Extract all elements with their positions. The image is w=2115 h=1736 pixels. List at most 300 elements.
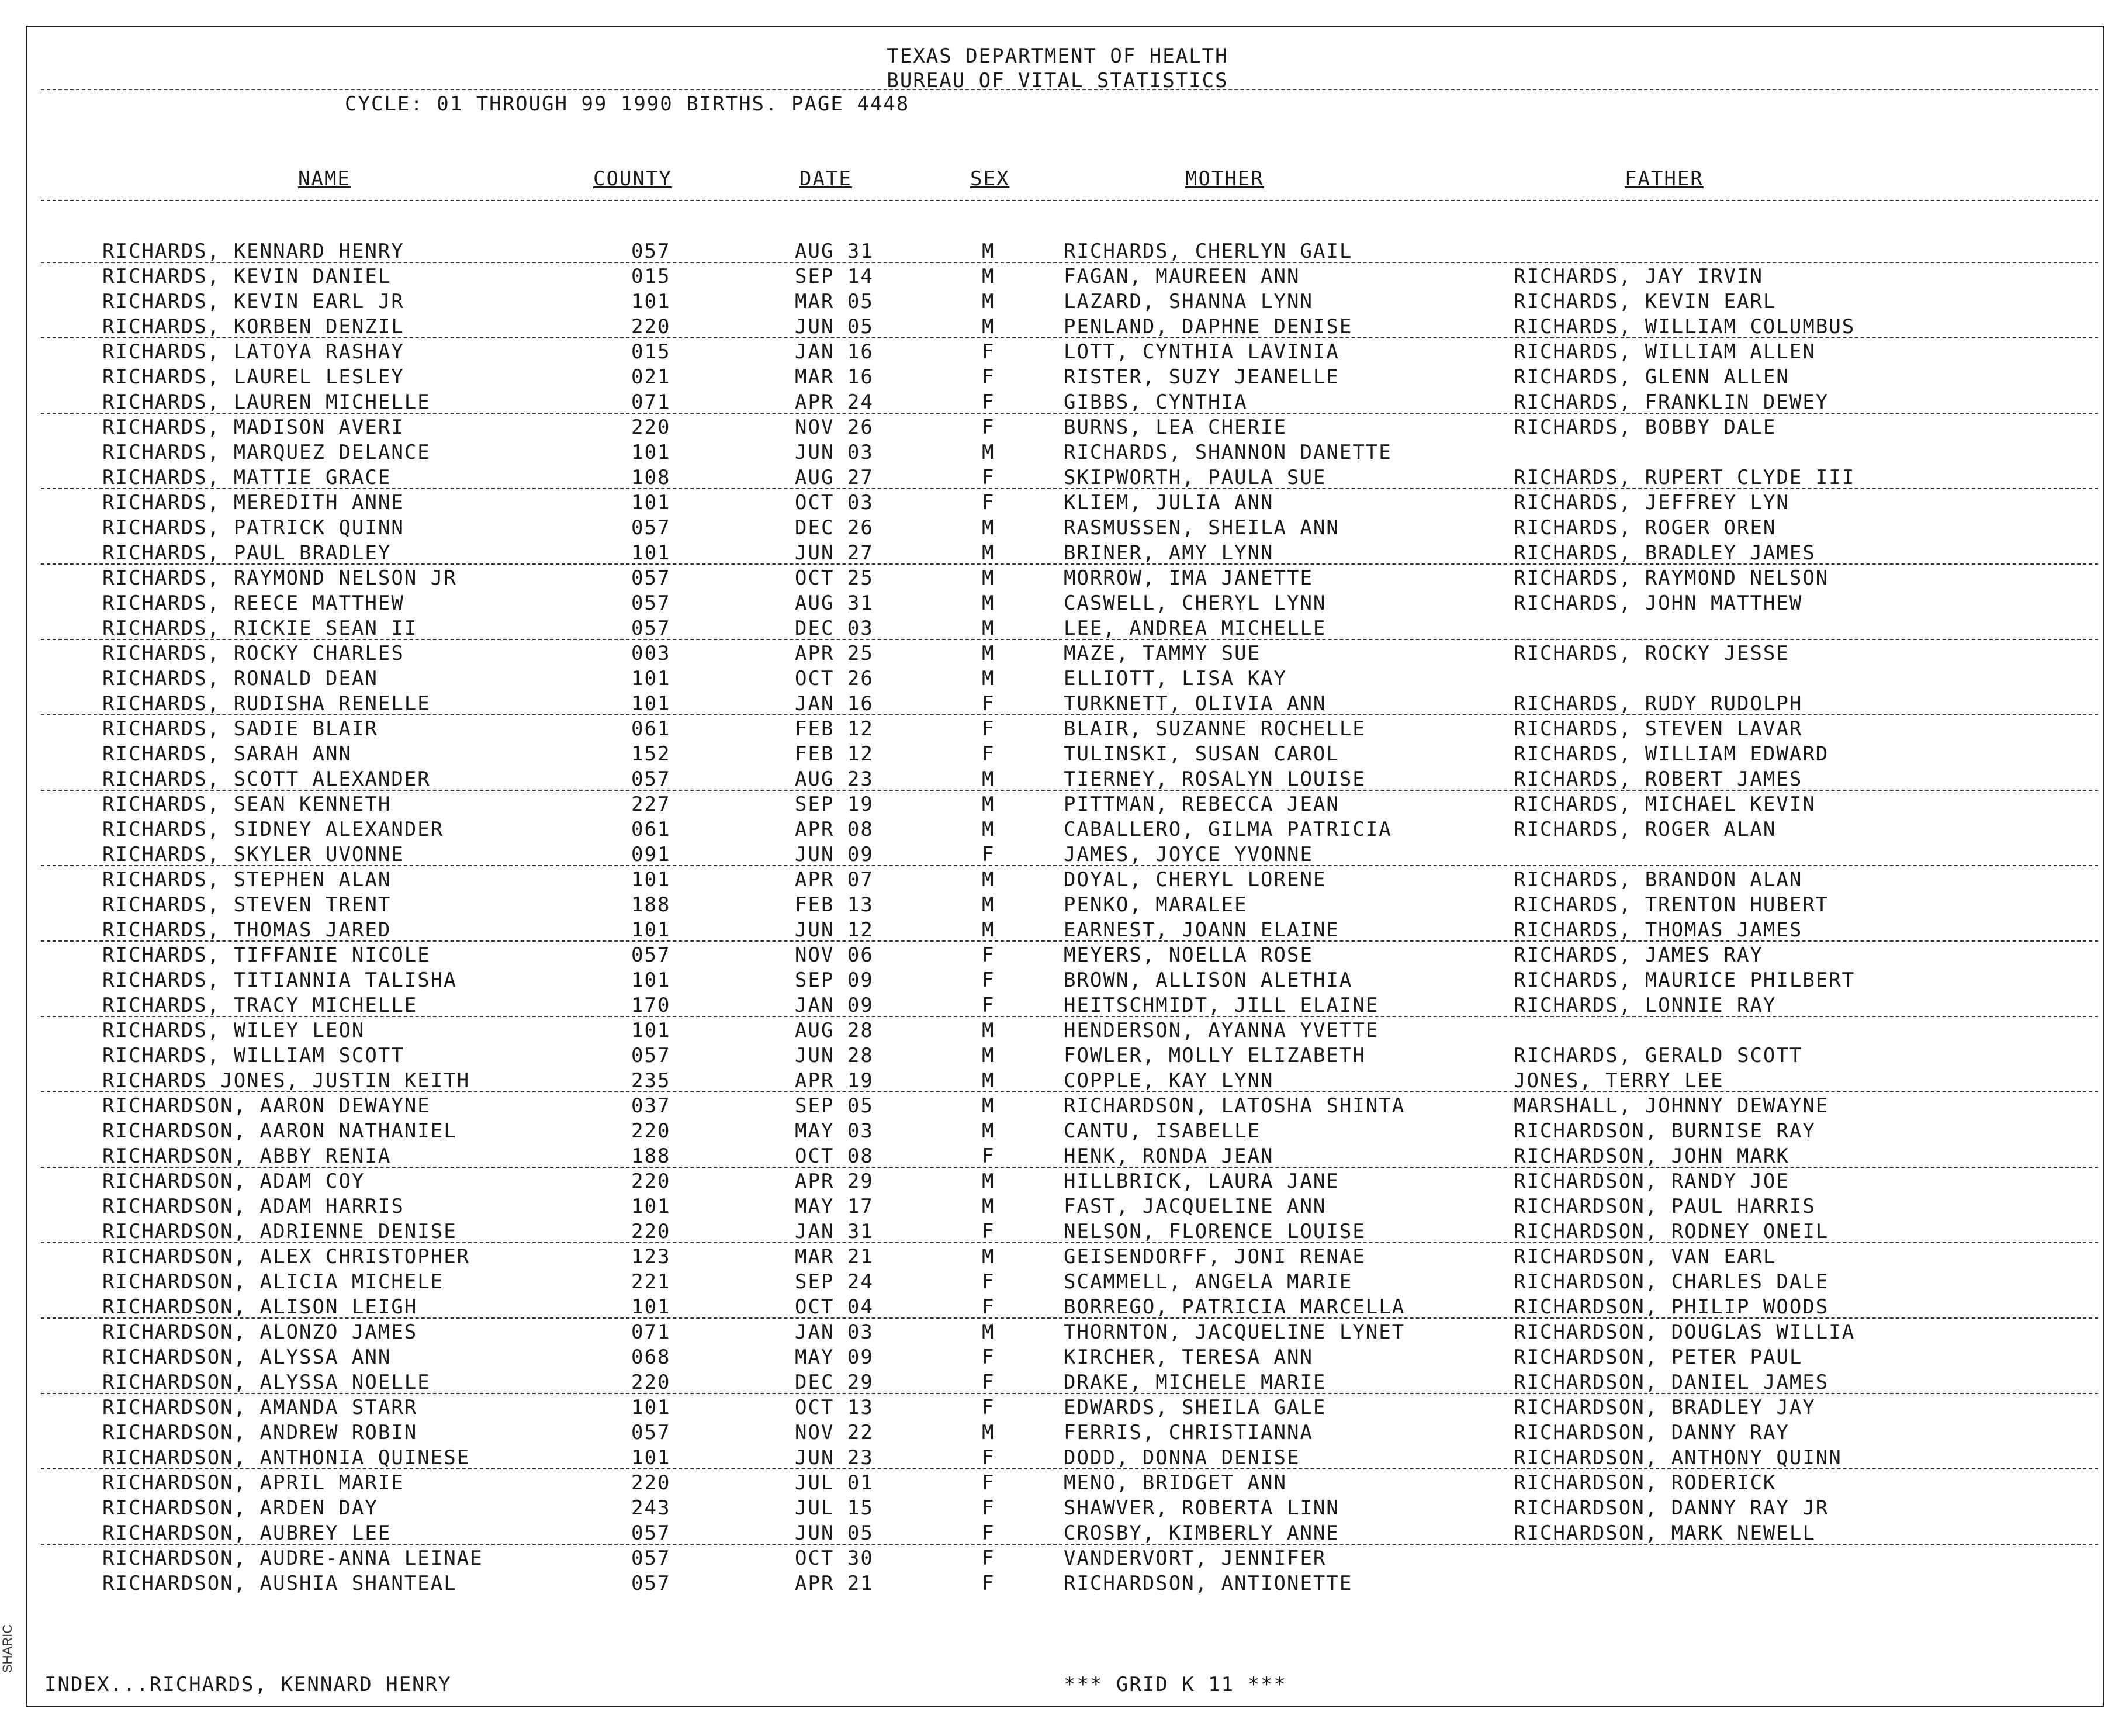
column-header-mother: MOTHER [1185,167,1264,191]
record-row [0,516,2115,541]
record-sex: M [982,566,995,590]
record-county: 015 [631,340,671,364]
record-sex: M [982,868,995,891]
record-mother: BURNS, LEA CHERIE [1064,416,1287,439]
record-date: JUN 09 [795,843,874,866]
record-mother: MAZE, TAMMY SUE [1064,642,1261,665]
record-date: FEB 12 [795,717,874,741]
record-county: 101 [631,692,671,715]
record-father: RICHARDS, GERALD SCOTT [1514,1044,1803,1067]
record-date: SEP 19 [795,793,874,816]
record-sex: F [982,1547,995,1570]
record-sex: M [982,918,995,942]
record-name: RICHARDSON, AUDRE-ANNA LEINAE [102,1547,483,1570]
record-father: RICHARDS, ROGER ALAN [1514,818,1777,841]
record-father: RICHARDS, JOHN MATTHEW [1514,592,1803,615]
record-mother: NELSON, FLORENCE LOUISE [1064,1220,1366,1243]
record-sex: F [982,466,995,489]
record-county: 220 [631,1220,671,1243]
record-row [0,918,2115,943]
record-name: RICHARDS, LATOYA RASHAY [102,340,404,364]
record-county: 101 [631,1446,671,1469]
record-sex: M [982,1044,995,1067]
record-name: RICHARDS, RONALD DEAN [102,667,378,690]
record-father: RICHARDS, KEVIN EARL [1514,290,1777,313]
record-mother: RICHARDSON, ANTIONETTE [1064,1572,1353,1595]
record-date: APR 29 [795,1170,874,1193]
record-name: RICHARDS, WILLIAM SCOTT [102,1044,404,1067]
record-row [0,290,2115,315]
record-father: RICHARDSON, JOHN MARK [1514,1144,1789,1168]
record-sex: F [982,1371,995,1394]
cycle-line: CYCLE: 01 THROUGH 99 1990 BIRTHS. PAGE 4448 [345,92,910,116]
record-row [0,466,2115,491]
record-sex: M [982,667,995,690]
record-father: RICHARDS, MAURICE PHILBERT [1514,969,1856,992]
record-name: RICHARDS, SCOTT ALEXANDER [102,767,431,791]
record-row [0,1295,2115,1320]
record-father: RICHARDS, GLENN ALLEN [1514,365,1789,389]
column-header-county: COUNTY [593,167,672,191]
record-row [0,667,2115,692]
record-county: 235 [631,1069,671,1092]
record-sex: M [982,793,995,816]
record-mother: RASMUSSEN, SHEILA ANN [1064,516,1339,540]
record-date: JUN 23 [795,1446,874,1469]
record-sex: F [982,742,995,766]
record-date: OCT 30 [795,1547,874,1570]
record-mother: PENLAND, DAPHNE DENISE [1064,315,1353,338]
record-county: 091 [631,843,671,866]
record-name: RICHARDS, SARAH ANN [102,742,352,766]
record-sex: M [982,1019,995,1042]
record-father: RICHARDSON, RODNEY ONEIL [1514,1220,1829,1243]
record-mother: BRINER, AMY LYNN [1064,541,1274,565]
record-county: 057 [631,240,671,263]
record-mother: COPPLE, KAY LYNN [1064,1069,1274,1092]
record-county: 057 [631,1572,671,1595]
record-county: 015 [631,265,671,288]
record-father: MARSHALL, JOHNNY DEWAYNE [1514,1094,1829,1118]
record-row [0,1320,2115,1346]
record-sex: F [982,340,995,364]
record-date: SEP 05 [795,1094,874,1118]
record-county: 061 [631,717,671,741]
record-date: OCT 03 [795,491,874,514]
record-county: 220 [631,1170,671,1193]
record-father: RICHARDSON, RANDY JOE [1514,1170,1789,1193]
record-row [0,1220,2115,1245]
record-date: FEB 12 [795,742,874,766]
record-mother: BROWN, ALLISON ALETHIA [1064,969,1353,992]
record-date: MAY 09 [795,1346,874,1369]
record-date: AUG 28 [795,1019,874,1042]
record-name: RICHARDS, KENNARD HENRY [102,240,404,263]
record-county: 101 [631,969,671,992]
record-father: RICHARDS, THOMAS JAMES [1514,918,1803,942]
record-date: APR 25 [795,642,874,665]
record-father: RICHARDS, LONNIE RAY [1514,994,1777,1017]
record-mother: BORREGO, PATRICIA MARCELLA [1064,1295,1406,1319]
record-name: RICHARDS, RICKIE SEAN II [102,617,418,640]
record-sex: F [982,1446,995,1469]
record-row [0,818,2115,843]
record-father: RICHARDS, RUPERT CLYDE III [1514,466,1856,489]
record-sex: M [982,767,995,791]
record-row [0,692,2115,717]
record-name: RICHARDS, RAYMOND NELSON JR [102,566,457,590]
record-sex: M [982,1320,995,1344]
record-name: RICHARDS, SADIE BLAIR [102,717,378,741]
record-name: RICHARDS, REECE MATTHEW [102,592,404,615]
record-row [0,1396,2115,1421]
record-mother: LAZARD, SHANNA LYNN [1064,290,1313,313]
record-row [0,592,2115,617]
record-date: NOV 06 [795,943,874,967]
record-row [0,868,2115,893]
record-county: 220 [631,1119,671,1143]
record-sex: F [982,1496,995,1520]
record-row [0,843,2115,868]
record-county: 170 [631,994,671,1017]
record-county: 101 [631,868,671,891]
record-mother: SHAWVER, ROBERTA LINN [1064,1496,1339,1520]
record-father: RICHARDS, BOBBY DALE [1514,416,1777,439]
record-date: AUG 31 [795,592,874,615]
record-name: RICHARDS, LAUREL LESLEY [102,365,404,389]
record-mother: DODD, DONNA DENISE [1064,1446,1300,1469]
record-sex: M [982,290,995,313]
record-row [0,1446,2115,1471]
record-county: 101 [631,667,671,690]
record-mother: CASWELL, CHERYL LYNN [1064,592,1327,615]
record-row [0,1471,2115,1496]
record-name: RICHARDSON, AARON NATHANIEL [102,1119,457,1143]
record-sex: M [982,516,995,540]
record-county: 108 [631,466,671,489]
record-name: RICHARDSON, ALYSSA NOELLE [102,1371,431,1394]
record-father: RICHARDS, ROCKY JESSE [1514,642,1789,665]
record-row [0,1346,2115,1371]
record-date: FEB 13 [795,893,874,917]
record-row [0,969,2115,994]
record-sex: F [982,1572,995,1595]
record-county: 057 [631,566,671,590]
record-row [0,1195,2115,1220]
header-rule [41,89,2098,90]
record-row [0,893,2115,918]
record-mother: FAGAN, MAUREEN ANN [1064,265,1300,288]
record-date: JAN 16 [795,340,874,364]
record-row [0,1094,2115,1119]
record-county: 220 [631,1471,671,1495]
record-name: RICHARDS, PAUL BRADLEY [102,541,392,565]
record-row [0,1119,2115,1144]
record-sex: F [982,1521,995,1545]
record-mother: GIBBS, CYNTHIA [1064,390,1248,414]
record-county: 221 [631,1270,671,1294]
record-row [0,1270,2115,1295]
record-date: APR 19 [795,1069,874,1092]
record-date: APR 07 [795,868,874,891]
record-row [0,1547,2115,1572]
record-row [0,315,2115,340]
record-mother: JAMES, JOYCE YVONNE [1064,843,1313,866]
record-sex: M [982,592,995,615]
record-mother: TIERNEY, ROSALYN LOUISE [1064,767,1366,791]
record-mother: PITTMAN, REBECCA JEAN [1064,793,1339,816]
record-father: RICHARDS, ROGER OREN [1514,516,1777,540]
record-sex: M [982,1119,995,1143]
record-father: RICHARDS, JAMES RAY [1514,943,1763,967]
record-county: 188 [631,1144,671,1168]
record-date: DEC 03 [795,617,874,640]
record-row [0,742,2115,767]
column-header-father: FATHER [1625,167,1704,191]
record-county: 061 [631,818,671,841]
record-date: SEP 09 [795,969,874,992]
record-date: AUG 31 [795,240,874,263]
record-father: JONES, TERRY LEE [1514,1069,1724,1092]
record-county: 101 [631,441,671,464]
record-row [0,642,2115,667]
column-header-rule [41,200,2098,201]
record-county: 003 [631,642,671,665]
record-date: JUN 27 [795,541,874,565]
record-county: 188 [631,893,671,917]
record-mother: DRAKE, MICHELE MARIE [1064,1371,1327,1394]
record-name: RICHARDS, STEVEN TRENT [102,893,392,917]
record-name: RICHARDS, TIFFANIE NICOLE [102,943,431,967]
record-name: RICHARDS JONES, JUSTIN KEITH [102,1069,470,1092]
record-name: RICHARDS, SEAN KENNETH [102,793,392,816]
record-sex: F [982,1220,995,1243]
record-name: RICHARDS, SIDNEY ALEXANDER [102,818,444,841]
record-row [0,1044,2115,1069]
record-row [0,943,2115,969]
record-county: 101 [631,1396,671,1419]
record-date: OCT 13 [795,1396,874,1419]
record-mother: MEYERS, NOELLA ROSE [1064,943,1313,967]
record-name: RICHARDSON, AARON DEWAYNE [102,1094,431,1118]
record-county: 101 [631,541,671,565]
record-name: RICHARDSON, ADRIENNE DENISE [102,1220,457,1243]
record-sex: F [982,717,995,741]
record-row [0,416,2115,441]
record-mother: FAST, JACQUELINE ANN [1064,1195,1327,1218]
record-mother: FERRIS, CHRISTIANNA [1064,1421,1313,1444]
record-county: 071 [631,390,671,414]
record-father: RICHARDS, JEFFREY LYN [1514,491,1789,514]
record-father: RICHARDS, ROBERT JAMES [1514,767,1803,791]
record-sex: F [982,1396,995,1419]
record-father: RICHARDSON, PHILIP WOODS [1514,1295,1829,1319]
record-sex: M [982,642,995,665]
record-row [0,541,2115,566]
record-row [0,1496,2115,1521]
record-date: OCT 04 [795,1295,874,1319]
record-mother: TULINSKI, SUSAN CAROL [1064,742,1339,766]
record-name: RICHARDS, MARQUEZ DELANCE [102,441,431,464]
record-date: DEC 26 [795,516,874,540]
record-sex: M [982,265,995,288]
record-father: RICHARDS, WILLIAM ALLEN [1514,340,1816,364]
record-name: RICHARDS, KEVIN DANIEL [102,265,392,288]
record-mother: GEISENDORFF, JONI RENAE [1064,1245,1366,1268]
record-date: JUN 28 [795,1044,874,1067]
column-header-name: NAME [298,167,351,191]
record-sex: F [982,969,995,992]
record-row [0,1572,2115,1597]
record-name: RICHARDSON, ANTHONIA QUINESE [102,1446,470,1469]
record-county: 123 [631,1245,671,1268]
record-mother: FOWLER, MOLLY ELIZABETH [1064,1044,1366,1067]
record-date: MAR 16 [795,365,874,389]
record-father: RICHARDSON, BRADLEY JAY [1514,1396,1816,1419]
record-sex: M [982,893,995,917]
record-father: RICHARDS, WILLIAM EDWARD [1514,742,1829,766]
record-father: RICHARDSON, DANNY RAY [1514,1421,1789,1444]
record-mother: HENDERSON, AYANNA YVETTE [1064,1019,1379,1042]
record-row [0,717,2115,742]
record-row [0,1245,2115,1270]
record-name: RICHARDS, PATRICK QUINN [102,516,404,540]
record-date: APR 21 [795,1572,874,1595]
record-sex: M [982,818,995,841]
column-header-sex: SEX [970,167,1010,191]
record-father: RICHARDS, RAYMOND NELSON [1514,566,1829,590]
record-row [0,265,2115,290]
record-name: RICHARDS, MADISON AVERI [102,416,404,439]
record-county: 071 [631,1320,671,1344]
record-name: RICHARDS, MEREDITH ANNE [102,491,404,514]
record-father: RICHARDSON, PETER PAUL [1514,1346,1803,1369]
record-date: OCT 25 [795,566,874,590]
record-mother: RISTER, SUZY JEANELLE [1064,365,1339,389]
record-county: 227 [631,793,671,816]
record-mother: RICHARDSON, LATOSHA SHINTA [1064,1094,1406,1118]
column-header-date: DATE [799,167,852,191]
record-name: RICHARDSON, ADAM COY [102,1170,365,1193]
record-sex: F [982,491,995,514]
record-name: RICHARDSON, APRIL MARIE [102,1471,404,1495]
record-mother: HEITSCHMIDT, JILL ELAINE [1064,994,1379,1017]
record-father: RICHARDS, BRANDON ALAN [1514,868,1803,891]
record-name: RICHARDS, KORBEN DENZIL [102,315,404,338]
record-sex: M [982,441,995,464]
record-county: 101 [631,1295,671,1319]
side-label: SHARIC [0,1624,15,1673]
record-name: RICHARDS, SKYLER UVONNE [102,843,404,866]
record-name: RICHARDS, LAUREN MICHELLE [102,390,431,414]
record-date: JAN 16 [795,692,874,715]
record-row [0,1019,2115,1044]
record-father: RICHARDS, BRADLEY JAMES [1514,541,1816,565]
record-row [0,441,2115,466]
record-county: 057 [631,1547,671,1570]
record-sex: M [982,240,995,263]
record-row [0,1170,2115,1195]
record-row [0,1069,2115,1094]
record-name: RICHARDSON, ALYSSA ANN [102,1346,392,1369]
record-row [0,1421,2115,1446]
record-father: RICHARDS, TRENTON HUBERT [1514,893,1829,917]
record-name: RICHARDS, KEVIN EARL JR [102,290,404,313]
record-row [0,1371,2115,1396]
record-mother: RICHARDS, CHERLYN GAIL [1064,240,1353,263]
record-name: RICHARDS, TITIANNIA TALISHA [102,969,457,992]
record-mother: TURKNETT, OLIVIA ANN [1064,692,1327,715]
record-mother: EARNEST, JOANN ELAINE [1064,918,1339,942]
record-name: RICHARDS, RUDISHA RENELLE [102,692,431,715]
record-row [0,1521,2115,1547]
record-date: APR 24 [795,390,874,414]
record-sex: M [982,1195,995,1218]
record-county: 057 [631,617,671,640]
record-date: SEP 24 [795,1270,874,1294]
record-county: 057 [631,767,671,791]
record-father: RICHARDS, WILLIAM COLUMBUS [1514,315,1856,338]
record-name: RICHARDSON, ADAM HARRIS [102,1195,404,1218]
record-mother: KIRCHER, TERESA ANN [1064,1346,1313,1369]
record-county: 057 [631,1521,671,1545]
record-sex: M [982,1069,995,1092]
record-mother: CROSBY, KIMBERLY ANNE [1064,1521,1339,1545]
record-father: RICHARDS, MICHAEL KEVIN [1514,793,1816,816]
record-sex: M [982,1245,995,1268]
record-name: RICHARDSON, ARDEN DAY [102,1496,378,1520]
record-county: 057 [631,1421,671,1444]
record-mother: HENK, RONDA JEAN [1064,1144,1274,1168]
record-mother: EDWARDS, SHEILA GALE [1064,1396,1327,1419]
record-father: RICHARDSON, PAUL HARRIS [1514,1195,1816,1218]
record-sex: M [982,617,995,640]
record-mother: THORNTON, JACQUELINE LYNET [1064,1320,1406,1344]
record-date: AUG 23 [795,767,874,791]
record-date: JAN 03 [795,1320,874,1344]
record-father: RICHARDSON, BURNISE RAY [1514,1119,1816,1143]
record-sex: F [982,1270,995,1294]
record-county: 101 [631,491,671,514]
record-county: 152 [631,742,671,766]
record-sex: F [982,1346,995,1369]
record-mother: CABALLERO, GILMA PATRICIA [1064,818,1392,841]
record-date: JAN 31 [795,1220,874,1243]
record-county: 101 [631,918,671,942]
record-sex: F [982,1144,995,1168]
record-mother: KLIEM, JULIA ANN [1064,491,1274,514]
record-father: RICHARDSON, DOUGLAS WILLIA [1514,1320,1856,1344]
record-county: 057 [631,943,671,967]
record-row [0,767,2115,793]
record-date: NOV 22 [795,1421,874,1444]
record-name: RICHARDS, THOMAS JARED [102,918,392,942]
record-county: 057 [631,516,671,540]
record-name: RICHARDSON, AMANDA STARR [102,1396,418,1419]
record-mother: SKIPWORTH, PAULA SUE [1064,466,1327,489]
record-father: RICHARDS, RUDY RUDOLPH [1514,692,1803,715]
record-sex: M [982,1170,995,1193]
record-father: RICHARDSON, ANTHONY QUINN [1514,1446,1842,1469]
record-date: MAY 03 [795,1119,874,1143]
record-name: RICHARDSON, ALICIA MICHELE [102,1270,444,1294]
record-name: RICHARDS, STEPHEN ALAN [102,868,392,891]
record-father: RICHARDS, FRANKLIN DEWEY [1514,390,1829,414]
record-sex: M [982,315,995,338]
record-mother: ELLIOTT, LISA KAY [1064,667,1287,690]
record-name: RICHARDSON, ABBY RENIA [102,1144,392,1168]
record-row [0,994,2115,1019]
